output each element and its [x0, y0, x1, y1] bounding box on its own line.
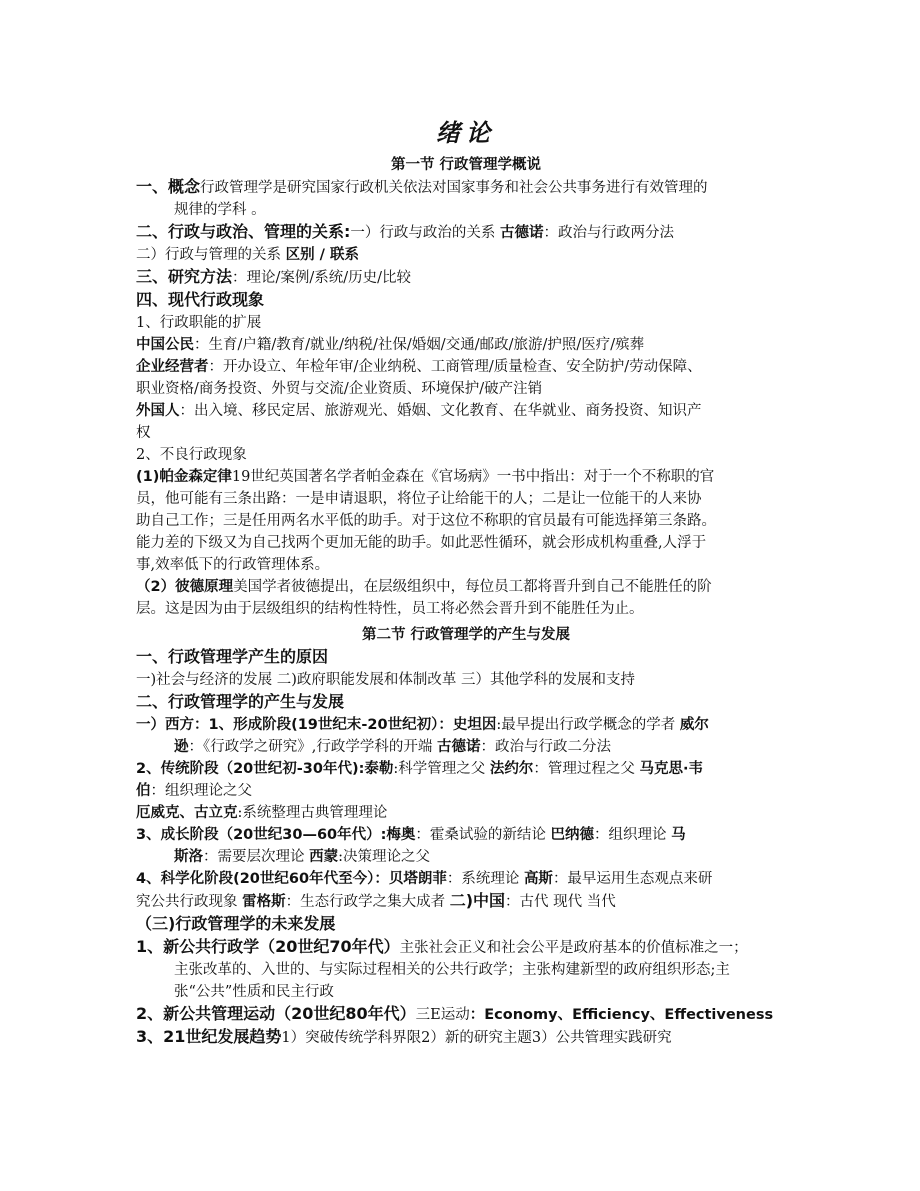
text-line: 一、行政管理学产生的原因 — [136, 647, 329, 666]
text-line: 中国公民：生育/户籍/教育/就业/纳税/社保/婚姻/交通/邮政/旅游/护照/医疗/殡葬 — [136, 337, 645, 353]
text-line: （三)行政管理学的未来发展 — [136, 914, 336, 933]
text-line: 外国人：出入境、移民定居、旅游观光、婚姻、文化教育、在华就业、商务投资、知识产 — [136, 403, 702, 419]
text-line: 事,效率低下的行政管理体系。 — [136, 557, 330, 573]
text-line: 层。这是因为由于层级组织的结构性特性，员工将必然会晋升到不能胜任为止。 — [136, 601, 644, 617]
text-line: 伯：组织理论之父 — [136, 783, 252, 799]
text-line: 张“公共”性质和民主行政 — [174, 984, 334, 1000]
text-line: 权 — [136, 425, 151, 441]
text-line: 二、行政管理学的产生与发展 — [136, 692, 345, 711]
text-line: 能力差的下级又为自己找两个更加无能的助手。如此恶性循环，就会形成机构重叠,人浮于 — [136, 535, 707, 551]
text-line: 4、科学化阶段(20世纪60年代至今）：贝塔朗菲：系统理论 高斯：最早运用生态观点来研 — [136, 871, 713, 887]
text-line: 逊：《行政学之研究》,行政学学科的开端 古德诺：政治与行政二分法 — [174, 739, 611, 755]
text-line: 1、行政职能的扩展 — [136, 315, 262, 331]
text-line: 一)社会与经济的发展 二)政府职能发展和体制改革 三）其他学科的发展和支持 — [136, 672, 636, 688]
text-line: 规律的学科 。 — [174, 202, 266, 218]
text-line: （2）彼德原理美国学者彼德提出，在层级组织中，每位员工都将晋升到自己不能胜任的阶 — [136, 579, 712, 595]
text-line: 1、新公共行政学（20世纪70年代）主张社会正义和社会公平是政府基本的价值标准之一； — [136, 937, 748, 956]
text-line: 厄威克、古立克:系统整理古典管理理论 — [136, 805, 388, 821]
text-line: 一、概念行政管理学是研究国家行政机关依法对国家事务和社会公共事务进行有效管理的 — [136, 177, 708, 196]
document-title: 绪论 — [436, 118, 496, 147]
text-line: 2、新公共管理运动（20世纪80年代）三E运动：Economy、Efficiency、Effectiveness — [136, 1004, 774, 1023]
text-line: 三、研究方法：理论/案例/系统/历史/比较 — [136, 267, 412, 286]
text-line: (1)帕金森定律19世纪英国著名学者帕金森在《官场病》一书中指出：对于一个不称职的官 — [136, 469, 715, 485]
text-line: 3、成长阶段（20世纪30—60年代）:梅奥：霍桑试验的新结论 巴纳德：组织理论 马 — [136, 827, 686, 843]
text-line: 员，他可能有三条出路：一是申请退职，将位子让给能干的人；二是让一位能干的人来协 — [136, 491, 702, 507]
text-line: 斯洛：需要层次理论 西蒙:决策理论之父 — [174, 849, 430, 865]
section-2-title: 第二节 行政管理学的产生与发展 — [361, 627, 571, 643]
text-line: 2、不良行政现象 — [136, 447, 247, 463]
text-line: 3、21世纪发展趋势1）突破传统学科界限2）新的研究主题3）公共管理实践研究 — [136, 1027, 672, 1046]
text-line: 究公共行政现象 雷格斯：生态行政学之集大成者 二)中国：古代 现代 当代 — [136, 891, 616, 910]
text-line: 四、现代行政现象 — [136, 290, 265, 309]
text-line: 主张改革的、入世的、与实际过程相关的公共行政学；主张构建新型的政府组织形态;主 — [174, 962, 730, 978]
text-line: 2、传统阶段（20世纪初-30年代):泰勒:科学管理之父 法约尔：管理过程之父 马克思·韦 — [136, 761, 704, 777]
document-page — [136, 118, 796, 1049]
section-1-title: 第一节 行政管理学概说 — [390, 157, 542, 173]
text-line: 职业资格/商务投资、外贸与交流/企业资质、环境保护/破产注销 — [136, 381, 543, 397]
text-line: 企业经营者：开办设立、年检年审/企业纳税、工商管理/质量检查、安全防护/劳动保障、 — [136, 359, 702, 375]
text-line: 二、行政与政治、管理的关系:一）行政与政治的关系 古德诺：政治与行政两分法 — [136, 222, 675, 241]
text-line: 助自己工作；三是任用两名水平低的助手。对于这位不称职的官员最有可能选择第三条路。 — [136, 513, 716, 529]
text-line: 二）行政与管理的关系 区别 / 联系 — [136, 247, 360, 263]
text-line: 一）西方：1、形成阶段(19世纪末-20世纪初）：史坦因:最早提出行政学概念的学者 威尔 — [136, 717, 709, 733]
